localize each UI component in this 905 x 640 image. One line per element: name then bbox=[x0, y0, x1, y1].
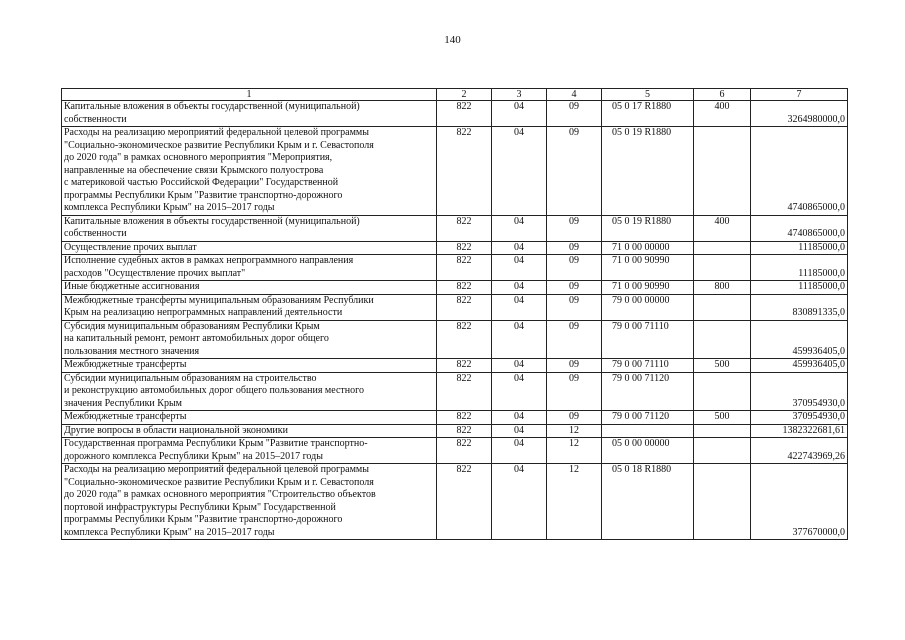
amount: 11185000,0 bbox=[751, 281, 848, 295]
code-target-article: 79 0 00 71110 bbox=[602, 359, 694, 373]
page-number: 140 bbox=[444, 34, 461, 46]
code-section: 04 bbox=[492, 101, 547, 127]
code-section: 04 bbox=[492, 438, 547, 464]
row-description: Межбюджетные трансферты bbox=[62, 359, 437, 373]
column-header: 5 bbox=[602, 89, 694, 101]
table-row bbox=[62, 411, 848, 425]
code-ministry: 822 bbox=[437, 411, 492, 425]
code-expense-type bbox=[694, 320, 751, 359]
code-subsection: 12 bbox=[547, 424, 602, 438]
table-row bbox=[62, 101, 848, 127]
code-target-article: 71 0 00 90990 bbox=[602, 255, 694, 281]
code-expense-type: 400 bbox=[694, 101, 751, 127]
code-subsection: 09 bbox=[547, 101, 602, 127]
amount: 370954930,0 bbox=[751, 372, 848, 411]
amount: 11185000,0 bbox=[751, 255, 848, 281]
row-description: Субсидии муниципальным образованиям на строительство и реконструкцию автомобильных дорог общего пользования местного значения Республики Крым bbox=[62, 372, 437, 411]
code-expense-type: 500 bbox=[694, 359, 751, 373]
table-row bbox=[62, 255, 848, 281]
amount: 422743969,26 bbox=[751, 438, 848, 464]
code-section: 04 bbox=[492, 411, 547, 425]
code-subsection: 09 bbox=[547, 281, 602, 295]
code-section: 04 bbox=[492, 215, 547, 241]
amount: 830891335,0 bbox=[751, 294, 848, 320]
code-section: 04 bbox=[492, 255, 547, 281]
code-section: 04 bbox=[492, 127, 547, 216]
table-row bbox=[62, 127, 848, 216]
row-description: Субсидия муниципальным образованиям Республики Крым на капитальный ремонт, ремонт автомобильных дорог общего пользования местного значения bbox=[62, 320, 437, 359]
column-header: 4 bbox=[547, 89, 602, 101]
amount: 370954930,0 bbox=[751, 411, 848, 425]
code-target-article: 71 0 00 90990 bbox=[602, 281, 694, 295]
code-ministry: 822 bbox=[437, 372, 492, 411]
table-row bbox=[62, 359, 848, 373]
code-subsection: 09 bbox=[547, 241, 602, 255]
code-ministry: 822 bbox=[437, 424, 492, 438]
code-section: 04 bbox=[492, 424, 547, 438]
code-target-article: 71 0 00 00000 bbox=[602, 241, 694, 255]
code-expense-type bbox=[694, 241, 751, 255]
column-header-row bbox=[62, 89, 848, 101]
row-description: Капитальные вложения в объекты государственной (муниципальной) собственности bbox=[62, 101, 437, 127]
code-ministry: 822 bbox=[437, 255, 492, 281]
table-row bbox=[62, 372, 848, 411]
table-row bbox=[62, 464, 848, 540]
amount: 4740865000,0 bbox=[751, 215, 848, 241]
code-ministry: 822 bbox=[437, 241, 492, 255]
row-description: Расходы на реализацию мероприятий федеральной целевой программы "Социально-экономическое развитие Республики Крым и г. Севастополя до 2020 года" в рамках основного мероприятия "Мероприятия, направленные на обеспечение связи Крымского полуострова с материковой частью Российской Федерации" Государственной программы Республики Крым "Развитие транспортно-дорожного комплекса Республики Крым" на 2015–2017 годы bbox=[62, 127, 437, 216]
code-expense-type bbox=[694, 438, 751, 464]
code-ministry: 822 bbox=[437, 464, 492, 540]
code-ministry: 822 bbox=[437, 215, 492, 241]
code-subsection: 09 bbox=[547, 320, 602, 359]
amount: 3264980000,0 bbox=[751, 101, 848, 127]
column-header: 2 bbox=[437, 89, 492, 101]
row-description: Межбюджетные трансферты муниципальным образованиям Республики Крым на реализацию непрограммных направлений деятельности bbox=[62, 294, 437, 320]
code-ministry: 822 bbox=[437, 438, 492, 464]
code-subsection: 09 bbox=[547, 255, 602, 281]
code-target-article: 05 0 00 00000 bbox=[602, 438, 694, 464]
code-ministry: 822 bbox=[437, 281, 492, 295]
row-description: Осуществление прочих выплат bbox=[62, 241, 437, 255]
code-target-article: 05 0 18 R1880 bbox=[602, 464, 694, 540]
code-subsection: 09 bbox=[547, 294, 602, 320]
code-expense-type bbox=[694, 127, 751, 216]
code-section: 04 bbox=[492, 359, 547, 373]
code-section: 04 bbox=[492, 241, 547, 255]
code-ministry: 822 bbox=[437, 294, 492, 320]
row-description: Иные бюджетные ассигнования bbox=[62, 281, 437, 295]
amount: 459936405,0 bbox=[751, 359, 848, 373]
code-target-article: 05 0 19 R1880 bbox=[602, 215, 694, 241]
column-header: 6 bbox=[694, 89, 751, 101]
table-row bbox=[62, 281, 848, 295]
code-expense-type bbox=[694, 372, 751, 411]
code-subsection: 09 bbox=[547, 359, 602, 373]
code-expense-type bbox=[694, 424, 751, 438]
code-subsection: 09 bbox=[547, 411, 602, 425]
row-description: Расходы на реализацию мероприятий федеральной целевой программы "Социально-экономическое развитие Республики Крым и г. Севастополя до 2020 года" в рамках основного мероприятия "Строительство объектов портовой инфраструктуры Республики Крым" Государственной программы Республики Крым "Развитие транспортно-дорожного комплекса Республики Крым" на 2015–2017 годы bbox=[62, 464, 437, 540]
code-target-article: 79 0 00 71120 bbox=[602, 372, 694, 411]
amount: 11185000,0 bbox=[751, 241, 848, 255]
code-expense-type bbox=[694, 294, 751, 320]
code-target-article: 05 0 19 R1880 bbox=[602, 127, 694, 216]
table-row bbox=[62, 215, 848, 241]
code-section: 04 bbox=[492, 281, 547, 295]
table-row bbox=[62, 241, 848, 255]
budget-table bbox=[61, 88, 848, 540]
code-subsection: 12 bbox=[547, 464, 602, 540]
amount: 1382322681,61 bbox=[751, 424, 848, 438]
amount: 459936405,0 bbox=[751, 320, 848, 359]
row-description: Другие вопросы в области национальной экономики bbox=[62, 424, 437, 438]
code-expense-type: 500 bbox=[694, 411, 751, 425]
code-expense-type bbox=[694, 464, 751, 540]
code-ministry: 822 bbox=[437, 101, 492, 127]
code-section: 04 bbox=[492, 320, 547, 359]
code-expense-type: 800 bbox=[694, 281, 751, 295]
row-description: Государственная программа Республики Крым "Развитие транспортно- дорожного комплекса Республики Крым" на 2015–2017 годы bbox=[62, 438, 437, 464]
code-ministry: 822 bbox=[437, 320, 492, 359]
code-expense-type: 400 bbox=[694, 215, 751, 241]
row-description: Исполнение судебных актов в рамках непрограммного направления расходов "Осуществление прочих выплат" bbox=[62, 255, 437, 281]
code-expense-type bbox=[694, 255, 751, 281]
table-row bbox=[62, 320, 848, 359]
code-target-article: 79 0 00 00000 bbox=[602, 294, 694, 320]
amount: 377670000,0 bbox=[751, 464, 848, 540]
table-row bbox=[62, 294, 848, 320]
column-header: 1 bbox=[62, 89, 437, 101]
row-description: Капитальные вложения в объекты государственной (муниципальной) собственности bbox=[62, 215, 437, 241]
code-target-article bbox=[602, 424, 694, 438]
code-subsection: 12 bbox=[547, 438, 602, 464]
code-target-article: 05 0 17 R1880 bbox=[602, 101, 694, 127]
code-section: 04 bbox=[492, 294, 547, 320]
code-ministry: 822 bbox=[437, 359, 492, 373]
amount: 4740865000,0 bbox=[751, 127, 848, 216]
code-ministry: 822 bbox=[437, 127, 492, 216]
code-subsection: 09 bbox=[547, 372, 602, 411]
code-section: 04 bbox=[492, 372, 547, 411]
table-row bbox=[62, 424, 848, 438]
column-header: 7 bbox=[751, 89, 848, 101]
code-target-article: 79 0 00 71120 bbox=[602, 411, 694, 425]
column-header: 3 bbox=[492, 89, 547, 101]
code-subsection: 09 bbox=[547, 127, 602, 216]
table-row bbox=[62, 438, 848, 464]
row-description: Межбюджетные трансферты bbox=[62, 411, 437, 425]
code-section: 04 bbox=[492, 464, 547, 540]
code-subsection: 09 bbox=[547, 215, 602, 241]
code-target-article: 79 0 00 71110 bbox=[602, 320, 694, 359]
